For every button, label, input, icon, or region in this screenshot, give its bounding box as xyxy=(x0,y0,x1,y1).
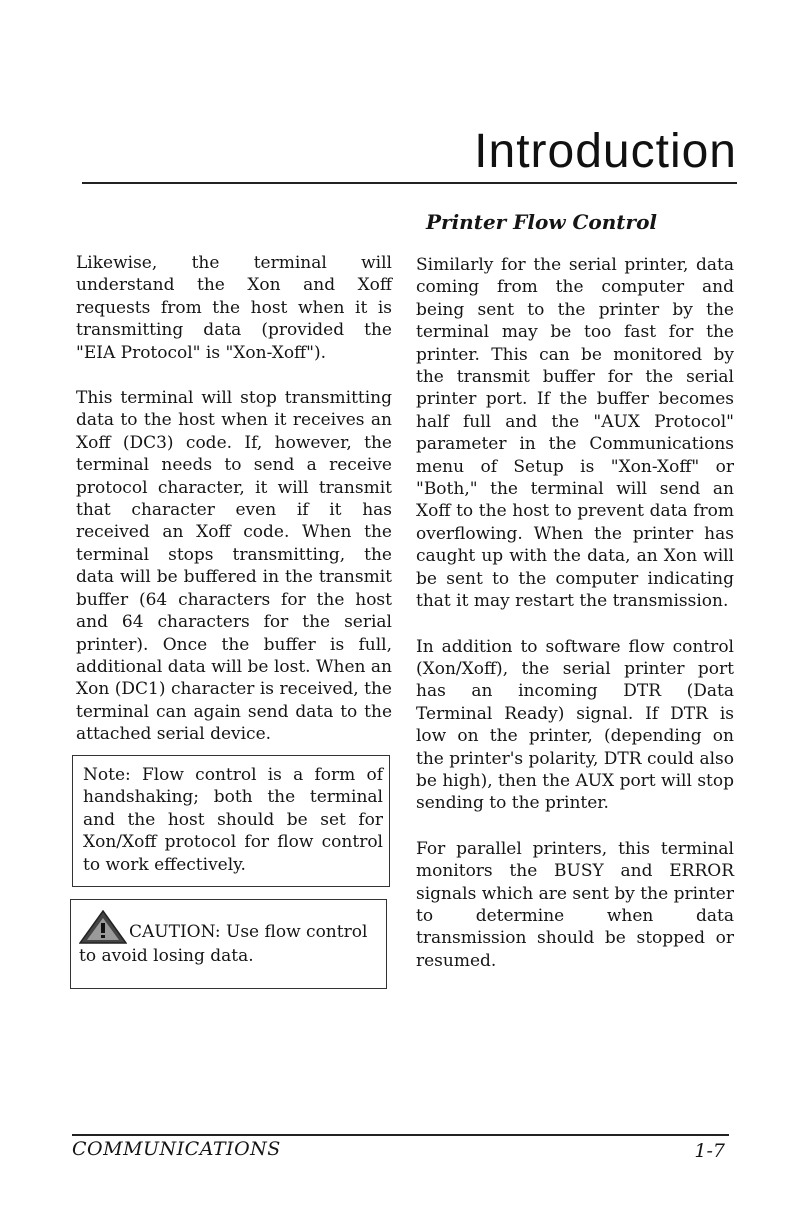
page-number: 1-7 xyxy=(694,1140,725,1162)
left-column xyxy=(76,252,392,746)
paragraph-serial-printer: Similarly for the serial printer, data coming from the computer and being sent to the printer by the terminal may be too fast for the printer. This can be monitored by the transmit buffer for the serial printer port. If the buffer becomes half full and the "AUX Protocol" parameter in the Communications menu of Setup is "Xon-Xoff" or "Both," the terminal will send an Xoff to the host to prevent data from overflowing. When the printer has caught up with the data, an Xon will be sent to the computer indicating that it may restart the transmission. xyxy=(416,255,734,612)
caution-icon xyxy=(79,910,127,944)
paragraph-parallel-printers: For parallel printers, this terminal monitors the BUSY and ERROR signals which are sent by the printer to determine when data transmission should be stopped or resumed. xyxy=(416,838,734,971)
caution-text: to avoid losing data. xyxy=(79,946,254,966)
paragraph-stop-transmitting: This terminal will stop transmitting data to the host when it receives an Xoff (DC3) code. If, however, the terminal needs to send a receive protocol character, it will transmit that character even if it has received an Xoff code. When the terminal stops transmitting, the data will be buffered in the transmit buffer (64 characters for the host and 64 characters for the serial printer). Once the buffer is full, additional data will be lost. When an Xon (DC1) character is received, the terminal can again send data to the attached serial device. xyxy=(76,388,392,745)
footer-section: COMMUNICATIONS xyxy=(72,1138,281,1160)
section-heading: Printer Flow Control xyxy=(426,210,658,234)
caution-box xyxy=(70,899,387,989)
note-box xyxy=(72,755,390,887)
right-column xyxy=(416,254,734,972)
paragraph-dtr-signal: In addition to software flow control (Xon/Xoff), the serial printer port has an incoming DTR (Data Terminal Ready) signal. If DTR is low on the printer, (depending on the printer's polarity, DTR could also be high), then the AUX port will stop sending to the printer. xyxy=(416,636,734,814)
caution-label: CAUTION: Use flow control xyxy=(129,922,368,942)
page-title: Introduction xyxy=(474,125,737,178)
bottom-rule xyxy=(72,1134,729,1136)
note-text: Note: Flow control is a form of handshaking; both the terminal and the host should be set for Xon/Xoff protocol for flow control to work effectively. xyxy=(83,765,383,875)
top-rule xyxy=(82,182,737,184)
paragraph-xon-xoff-requests: Likewise, the terminal will understand the Xon and Xoff requests from the host when it is transmitting data (provided the "EIA Protocol" is "Xon-Xoff"). xyxy=(76,253,392,363)
